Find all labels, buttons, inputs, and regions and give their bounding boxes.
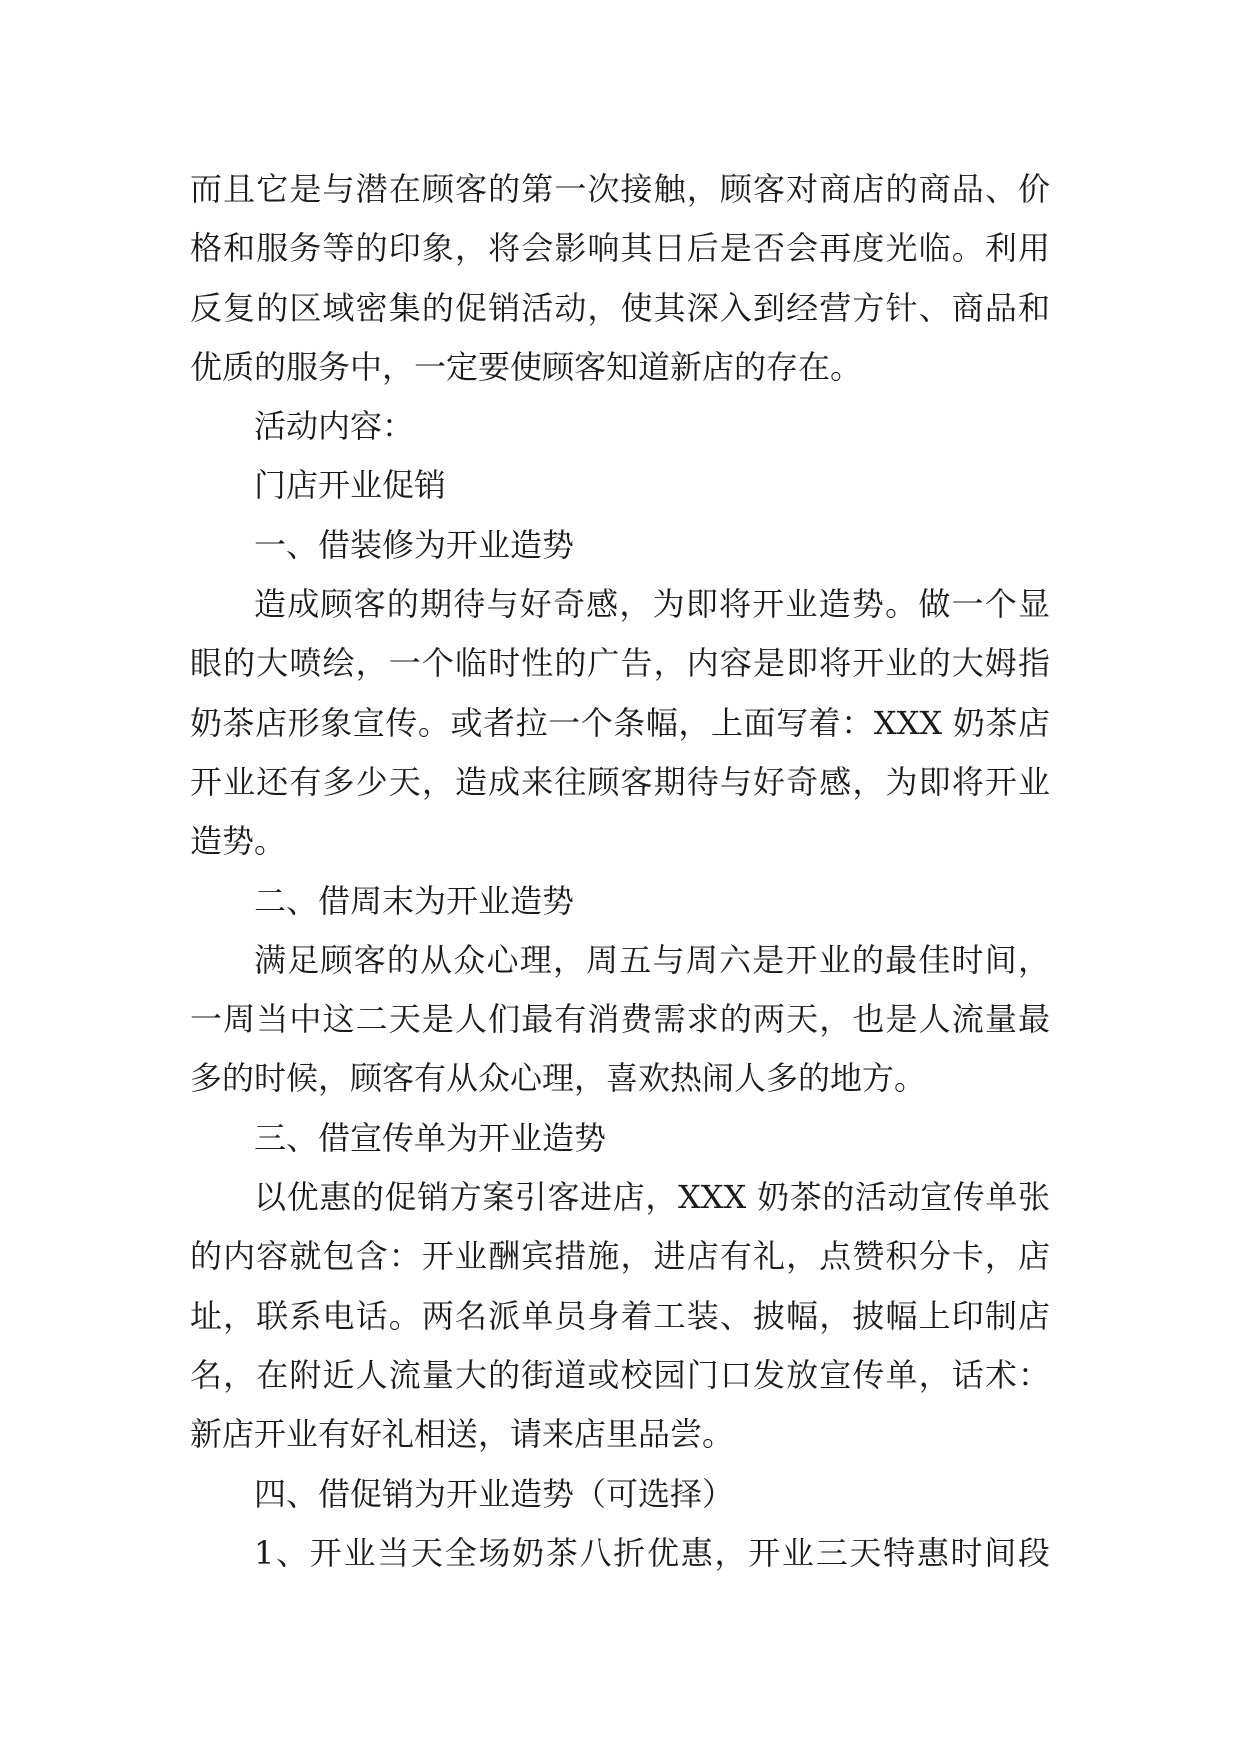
paragraph-line: 眼的大喷绘，一个临时性的广告，内容是即将开业的大姆指 [190,644,1050,683]
paragraph-line: 开业还有多少天，造成来往顾客期待与好奇感，为即将开业 [190,762,1050,801]
section-heading: 二、借周末为开业造势 [254,881,575,920]
paragraph-line: 反复的区域密集的促销活动，使其深入到经营方针、商品和 [190,288,1050,327]
paragraph-line: 而且它是与潜在顾客的第一次接触，顾客对商店的商品、价 [190,170,1050,208]
paragraph-line: 址，联系电话。两名派单员身着工装、披幅，披幅上印制店 [190,1296,1050,1335]
paragraph-line: 新店开业有好礼相送，请来店里品尝。 [190,1415,735,1454]
paragraph-line: 优质的服务中，一定要使顾客知道新店的存在。 [190,347,863,386]
paragraph-line: 多的时候，顾客有从众心理，喜欢热闹人多的地方。 [190,1059,927,1098]
paragraph-line: 造成顾客的期待与好奇感，为即将开业造势。做一个显 [254,585,1050,624]
paragraph-line: 的内容就包含：开业酬宾措施，进店有礼，点赞积分卡，店 [190,1237,1050,1276]
paragraph-line: 格和服务等的印象，将会影响其日后是否会再度光临。利用 [190,229,1050,268]
paragraph-line: 以优惠的促销方案引客进店，XXX 奶茶的活动宣传单张 [254,1178,1050,1217]
document-body [190,160,1050,1583]
paragraph-line: 奶茶店形象宣传。或者拉一个条幅，上面写着：XXX 奶茶店 [190,703,1050,742]
section-heading: 活动内容： [254,407,415,446]
section-heading: 三、借宣传单为开业造势 [254,1118,607,1157]
paragraph-line: 一周当中这二天是人们最有消费需求的两天，也是人流量最 [190,1000,1050,1039]
paragraph-line: 名，在附近人流量大的街道或校园门口发放宣传单，话术： [190,1355,1050,1394]
section-heading: 门店开业促销 [254,466,447,505]
paragraph-line: 满足顾客的从众心理，周五与周六是开业的最佳时间， [254,940,1050,979]
section-heading: 四、借促销为开业造势（可选择） [254,1474,735,1513]
section-heading: 一、借装修为开业造势 [254,525,575,564]
paragraph-line: 造势。 [190,822,287,861]
paragraph-line: 1、开业当天全场奶茶八折优惠，开业三天特惠时间段 [254,1533,1050,1572]
